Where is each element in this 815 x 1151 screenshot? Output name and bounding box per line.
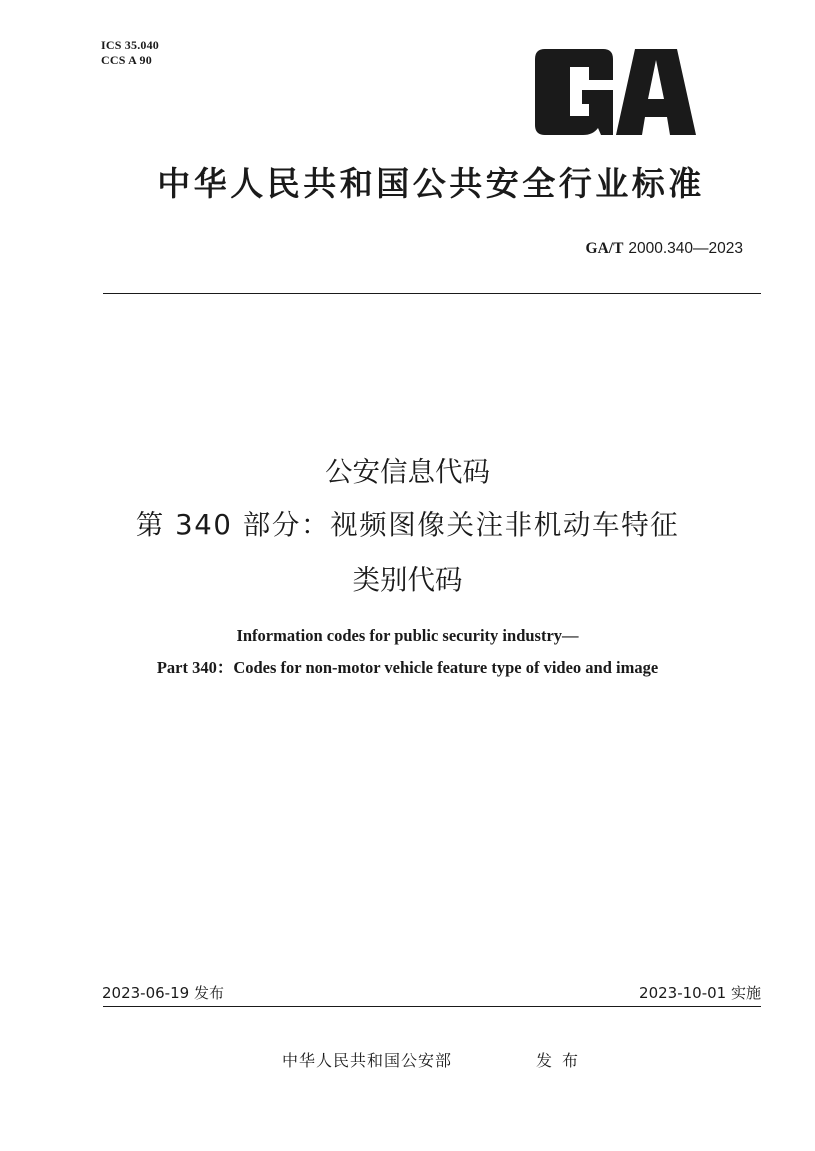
- standard-number-prefix: GA/T: [585, 240, 624, 257]
- english-title-line-2: Part 340：Codes for non-motor vehicle feature type of video and image: [156, 658, 659, 677]
- ccs-code: CCS A 90: [101, 53, 152, 67]
- classification-codes: [101, 38, 159, 68]
- ics-code: ICS 35.040: [101, 38, 160, 52]
- chinese-title-line-2: 第 340 部分：视频图像关注非机动车特征: [135, 509, 680, 541]
- chinese-title-line-1: 公安信息代码: [325, 456, 490, 488]
- issue-date: 2023-06-19 发布: [102, 984, 224, 1002]
- issuing-authority: 中华人民共和国公安部: [282, 1051, 453, 1070]
- implementation-date: 2023-10-01 实施: [639, 984, 761, 1002]
- top-divider: [103, 293, 761, 294]
- ga-logo-icon: [533, 46, 698, 136]
- english-title-line-1: Information codes for public security industry—: [236, 626, 579, 645]
- standard-type-heading: 中华人民共和国公共安全行业标准: [157, 164, 705, 203]
- standard-number: [586, 239, 743, 258]
- chinese-title-line-3: 类别代码: [352, 564, 463, 596]
- issue-label: 发布: [536, 1051, 589, 1070]
- standard-number-code: 2000.340—2023: [628, 240, 743, 257]
- bottom-divider: [103, 1006, 761, 1007]
